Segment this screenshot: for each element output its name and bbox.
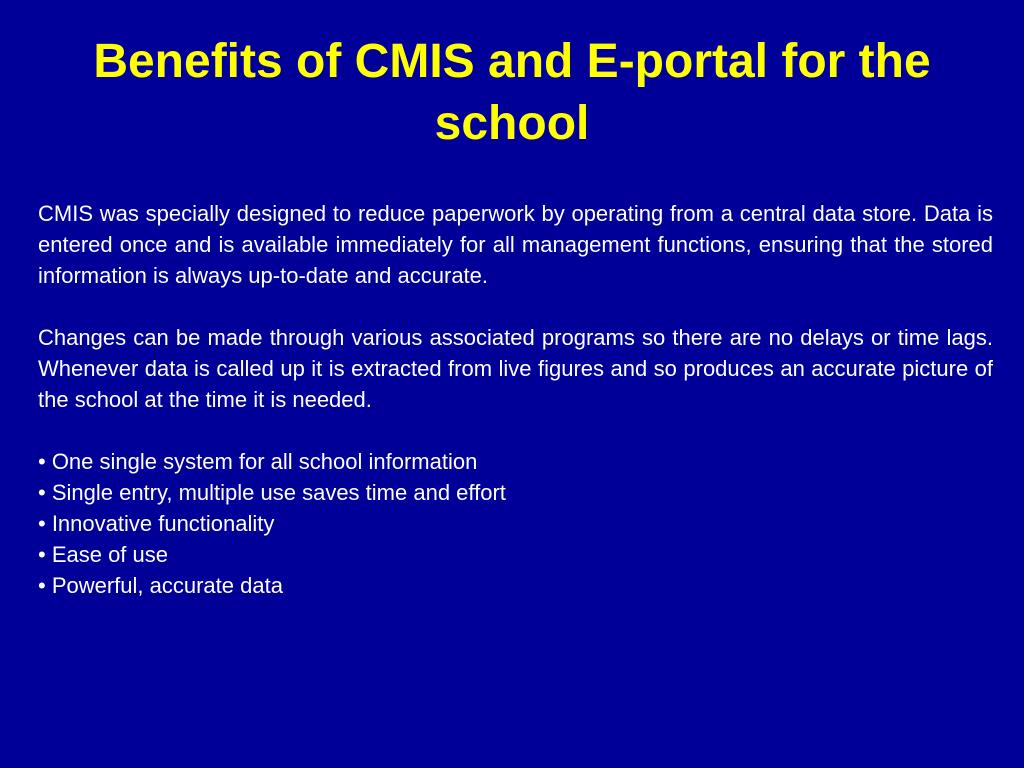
- list-item: • Innovative functionality: [38, 511, 275, 536]
- list-item: • One single system for all school information: [38, 449, 478, 474]
- list-item: • Single entry, multiple use saves time and effort: [38, 480, 506, 505]
- list-item: • Ease of use: [38, 542, 169, 567]
- benefits-list: [38, 446, 993, 601]
- paragraph-changes: Changes can be made through various associated programs so there are no delays or time lags. Whenever data is called up it is extracted from live figures and so produces an accurate picture of the school at the time it is needed.: [38, 325, 993, 412]
- paragraph-cmis-description: CMIS was specially designed to reduce paperwork by operating from a central data store. Data is entered once and is available immediately for all management functions, ensuring that the stored information is always up-to-date and accurate.: [38, 201, 993, 288]
- slide-title: Benefits of CMIS and E-portal for the school: [93, 35, 931, 150]
- slide-body: [38, 198, 993, 601]
- list-item: • Powerful, accurate data: [38, 573, 283, 598]
